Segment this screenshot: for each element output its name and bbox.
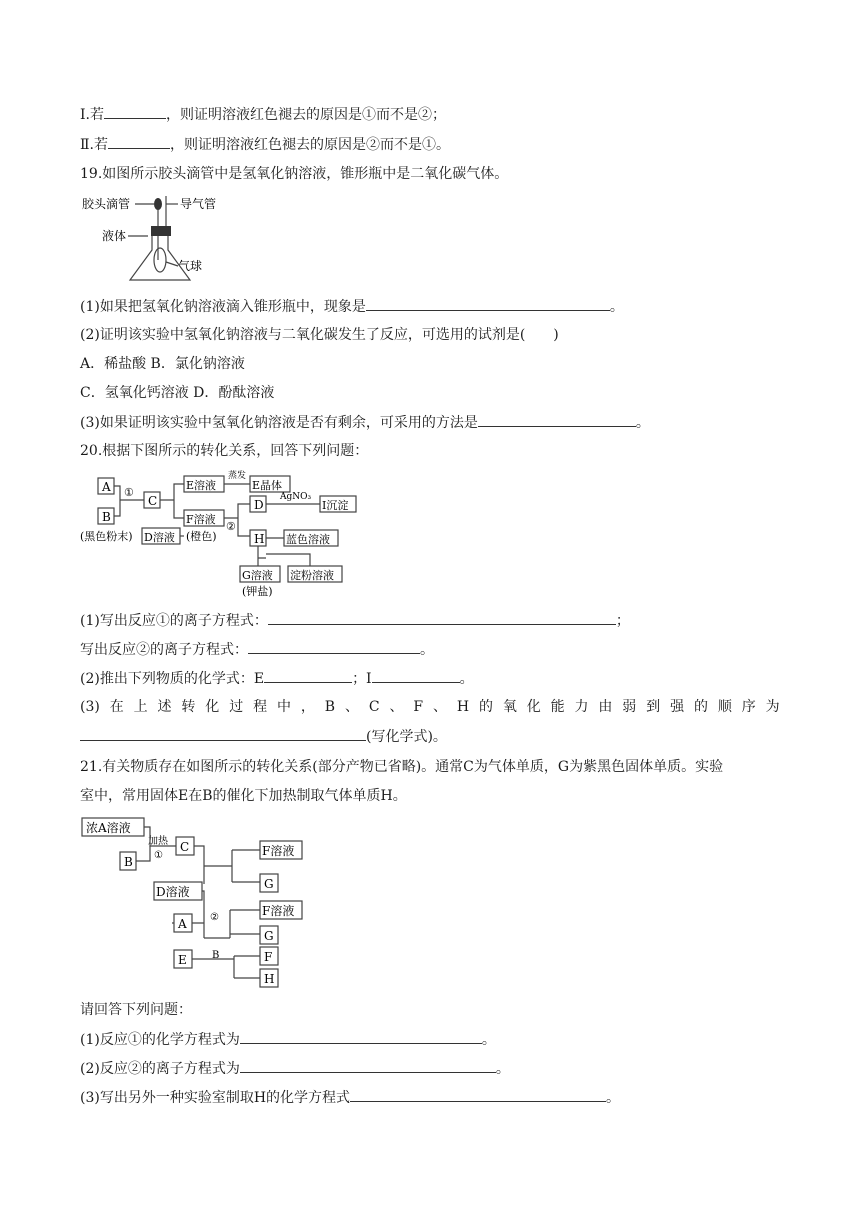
stopper	[151, 226, 171, 236]
q21-conversion-diagram	[80, 814, 310, 990]
label-agno3: AgNO₃	[280, 492, 312, 502]
answer-blank[interactable]	[248, 639, 420, 654]
label-F-solution: F溶液	[186, 513, 216, 526]
answer-blank[interactable]	[264, 668, 352, 683]
q21-ask: 请回答下列问题：	[80, 1002, 192, 1018]
label-A: A	[178, 917, 187, 931]
answer-blank[interactable]	[366, 296, 610, 311]
label-H: H	[254, 532, 265, 546]
label-A: A	[102, 480, 111, 494]
leader-line	[166, 262, 178, 266]
q21-part3: (3)写出另外一种实验室制取H的化学方程式 。	[80, 1087, 620, 1108]
q19-part2: (2)证明该实验中氢氧化钠溶液与二氧化碳发生了反应，可选用的试剂是( )	[80, 327, 559, 343]
q20-stem: 20.根据下图所示的转化关系，回答下列问题：	[80, 443, 369, 459]
answer-blank[interactable]	[108, 134, 170, 149]
label-I-precipitate: I沉淀	[322, 499, 349, 512]
q21-stem-line1: 21.有关物质存在如图所示的转化关系(部分产物已省略)。通常C为气体单质，G为紫黑色固体单质。实验	[80, 759, 724, 775]
q21-part2: (2)反应②的离子方程式为 。	[80, 1058, 510, 1079]
balloon-label: 气球	[178, 259, 203, 273]
answer-blank[interactable]	[478, 412, 636, 427]
reaction-1-mark: ①	[154, 850, 163, 861]
label-H: H	[264, 972, 275, 986]
q18-item-ii: Ⅱ.若 ，则证明溶液红色褪去的原因是②而不是①。	[80, 134, 450, 155]
label-E-solution: E溶液	[186, 479, 217, 492]
reaction-2-mark: ②	[210, 912, 219, 923]
q20-part1b: 写出反应②的离子方程式： 。	[80, 639, 434, 660]
label-F-solution-2: F溶液	[262, 904, 295, 918]
label-F-solution: F溶液	[262, 844, 295, 858]
catalyst-B-label: B	[212, 950, 220, 961]
reaction-2-mark: ②	[226, 520, 236, 533]
label-conc-A: 浓A溶液	[86, 821, 131, 835]
q19-part1: (1)如果把氢氧化钠溶液滴入锥形瓶中，现象是 。	[80, 296, 624, 317]
tube-label: 导气管	[180, 197, 217, 211]
q21-part1: (1)反应①的化学方程式为 。	[80, 1029, 496, 1050]
connector	[266, 554, 310, 566]
q20-part3-answer: (写化学式)。	[80, 726, 447, 747]
q20-part3: (3) 在 上 述 转 化 过 程 中 ， B 、 C 、 F 、 H 的 氧 化 能 力 由 弱 到 强 的 顺 序 为	[80, 699, 780, 715]
answer-blank[interactable]	[104, 104, 166, 119]
flask-apparatus-figure	[80, 192, 260, 292]
label-orange: (橙色)	[186, 530, 217, 543]
label-G-solution: G溶液	[242, 569, 273, 582]
label-D: D	[254, 498, 264, 512]
conical-flask	[130, 236, 190, 280]
dropper-label: 胶头滴管	[82, 197, 131, 211]
q20-part2: (2)推出下列物质的化学式：E ；I 。	[80, 668, 474, 689]
label-B: B	[124, 855, 133, 869]
label-starch-solution: 淀粉溶液	[290, 569, 334, 582]
label-G: G	[264, 877, 274, 891]
liquid-label: 液体	[102, 229, 127, 243]
label-black-powder: (黑色粉末)	[80, 530, 133, 543]
connector	[192, 956, 260, 978]
balloon	[154, 248, 166, 272]
label-evaporate: 蒸发	[228, 471, 247, 481]
connector	[194, 846, 260, 884]
label-blue-solution: 蓝色溶液	[286, 533, 330, 546]
label-E-crystal: E晶体	[252, 479, 283, 492]
label-heat: 加热	[148, 836, 168, 847]
label-C: C	[148, 494, 158, 508]
answer-blank[interactable]	[268, 610, 616, 625]
q19-stem: 19.如图所示胶头滴管中是氢氧化钠溶液，锥形瓶中是二氧化碳气体。	[80, 166, 509, 182]
q18-item-i: Ⅰ.若 ，则证明溶液红色褪去的原因是①而不是②；	[80, 104, 446, 125]
answer-blank[interactable]	[372, 668, 460, 683]
label-D-solution: D溶液	[156, 885, 190, 899]
connector	[160, 484, 184, 518]
q19-options-cd: C．氢氧化钙溶液 D．酚酞溶液	[80, 385, 275, 401]
label-G-2: G	[264, 929, 274, 943]
q19-options-ab: A．稀盐酸 B．氯化钠溶液	[80, 356, 245, 372]
label-potassium-salt: (钾盐)	[242, 585, 273, 598]
q20-conversion-diagram	[80, 468, 370, 598]
label-B: B	[102, 510, 111, 524]
reaction-1-mark: ①	[124, 486, 134, 499]
label-C: C	[180, 840, 190, 854]
answer-blank[interactable]	[350, 1087, 606, 1102]
answer-blank[interactable]	[240, 1058, 496, 1073]
q19-part3: (3)如果证明该实验中氢氧化钠溶液是否有剩余，可采用的方法是 。	[80, 412, 650, 433]
label-F: F	[264, 950, 273, 964]
q21-stem-line2: 室中，常用固体E在B的催化下加热制取气体单质H。	[80, 788, 407, 804]
label-E: E	[178, 953, 187, 967]
answer-blank[interactable]	[80, 726, 366, 741]
dropper-bulb	[154, 198, 162, 210]
connector	[136, 846, 150, 861]
q20-part1: (1)写出反应①的离子方程式： ；	[80, 610, 630, 631]
answer-blank[interactable]	[240, 1029, 482, 1044]
label-D-solution: D溶液	[144, 531, 175, 544]
connector	[258, 546, 266, 566]
